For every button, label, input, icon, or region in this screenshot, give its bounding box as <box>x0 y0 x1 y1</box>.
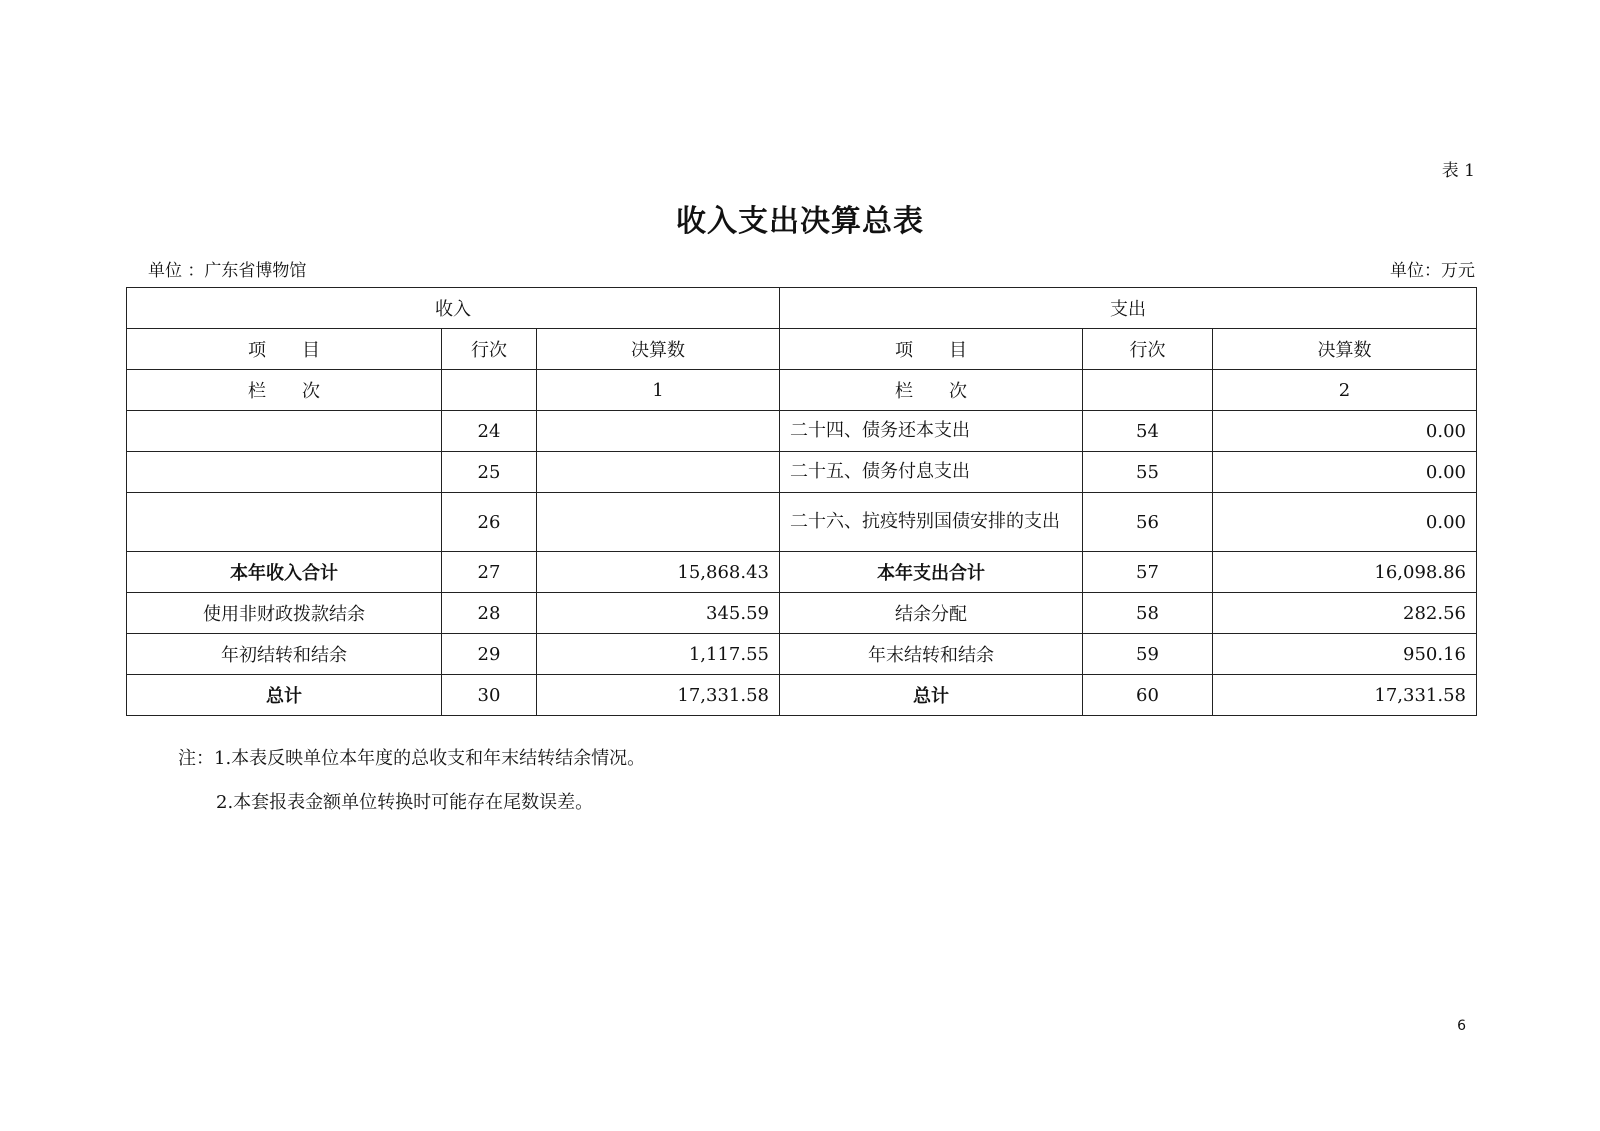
expense-row-no: 59 <box>1083 634 1213 675</box>
footnote-2: 2.本套报表金额单位转换时可能存在尾数误差。 <box>216 792 594 813</box>
expense-row-no: 60 <box>1083 675 1213 716</box>
income-item: 使用非财政拨款结余 <box>127 593 442 634</box>
table-row-subtotal <box>127 552 1477 593</box>
income-row-no: 26 <box>442 493 537 552</box>
income-amount-header: 决算数 <box>537 329 780 370</box>
income-column-blank <box>442 370 537 411</box>
expense-amount: 0.00 <box>1213 411 1477 452</box>
table-row <box>127 593 1477 634</box>
expense-item: 年末结转和结余 <box>780 634 1083 675</box>
income-expense-table <box>126 287 1477 716</box>
income-amount: 1,117.55 <box>537 634 780 675</box>
table-row <box>127 411 1477 452</box>
income-item <box>127 452 442 493</box>
income-item-header: 项 目 <box>127 329 442 370</box>
expense-amount: 0.00 <box>1213 493 1477 552</box>
expense-row-no: 54 <box>1083 411 1213 452</box>
income-item <box>127 493 442 552</box>
income-row-no-header: 行次 <box>442 329 537 370</box>
unit-organization: 单位 ：广东省博物馆 <box>148 261 307 281</box>
income-column-label: 栏 次 <box>127 370 442 411</box>
table-row <box>127 452 1477 493</box>
income-header: 收入 <box>127 288 780 329</box>
income-amount: 345.59 <box>537 593 780 634</box>
expense-amount: 16,098.86 <box>1213 552 1477 593</box>
expense-row-no: 56 <box>1083 493 1213 552</box>
income-amount: 15,868.43 <box>537 552 780 593</box>
expense-header: 支出 <box>780 288 1477 329</box>
expense-item: 总计 <box>780 675 1083 716</box>
income-amount <box>537 493 780 552</box>
footnotes <box>178 737 645 825</box>
income-item: 本年收入合计 <box>127 552 442 593</box>
expense-column-index: 2 <box>1213 370 1477 411</box>
expense-amount: 282.56 <box>1213 593 1477 634</box>
page-title: 收入支出决算总表 <box>676 204 924 239</box>
table-number: 表 1 <box>1441 161 1475 181</box>
expense-item: 二十六、抗疫特别国债安排的支出 <box>780 493 1083 552</box>
unit-currency: 单位：万元 <box>1390 261 1475 281</box>
expense-item: 二十四、债务还本支出 <box>780 411 1083 452</box>
column-header-row <box>127 329 1477 370</box>
table-row <box>127 634 1477 675</box>
expense-amount: 0.00 <box>1213 452 1477 493</box>
income-row-no: 29 <box>442 634 537 675</box>
table-row <box>127 493 1477 552</box>
expense-amount-header: 决算数 <box>1213 329 1477 370</box>
income-row-no: 27 <box>442 552 537 593</box>
expense-row-no-header: 行次 <box>1083 329 1213 370</box>
expense-amount: 950.16 <box>1213 634 1477 675</box>
section-header-row <box>127 288 1477 329</box>
expense-item-header: 项 目 <box>780 329 1083 370</box>
footnote-1: 注：1.本表反映单位本年度的总收支和年末结转结余情况。 <box>178 748 646 769</box>
income-row-no: 24 <box>442 411 537 452</box>
expense-item: 结余分配 <box>780 593 1083 634</box>
page-number: 6 <box>1457 1018 1466 1034</box>
expense-column-blank <box>1083 370 1213 411</box>
income-column-index: 1 <box>537 370 780 411</box>
income-row-no: 30 <box>442 675 537 716</box>
expense-row-no: 57 <box>1083 552 1213 593</box>
expense-column-label: 栏 次 <box>780 370 1083 411</box>
expense-amount: 17,331.58 <box>1213 675 1477 716</box>
expense-row-no: 58 <box>1083 593 1213 634</box>
expense-row-no: 55 <box>1083 452 1213 493</box>
income-amount: 17,331.58 <box>537 675 780 716</box>
income-row-no: 28 <box>442 593 537 634</box>
income-amount <box>537 452 780 493</box>
column-index-row <box>127 370 1477 411</box>
income-item: 总计 <box>127 675 442 716</box>
income-item: 年初结转和结余 <box>127 634 442 675</box>
expense-item: 二十五、债务付息支出 <box>780 452 1083 493</box>
table-row-total <box>127 675 1477 716</box>
income-item <box>127 411 442 452</box>
income-amount <box>537 411 780 452</box>
income-row-no: 25 <box>442 452 537 493</box>
expense-item: 本年支出合计 <box>780 552 1083 593</box>
